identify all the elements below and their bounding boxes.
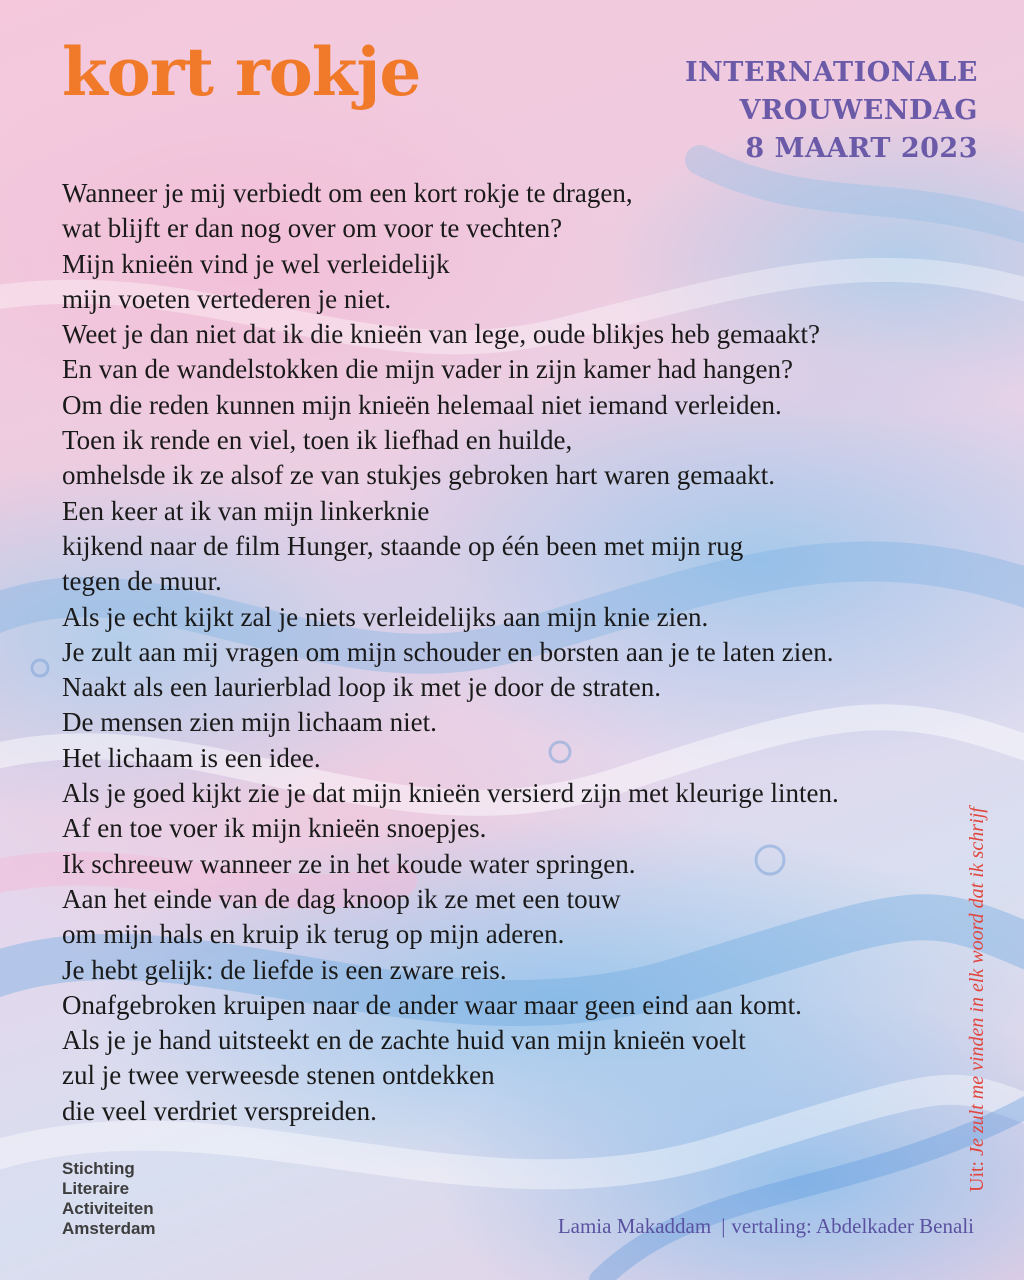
source-book-title: Je zult me vinden in elk woord dat ik schrijf: [966, 807, 988, 1156]
poem-line: Ik schreeuw wanneer ze in het koude water springen.: [62, 848, 636, 879]
organization-line: Amsterdam: [62, 1219, 156, 1238]
poem-line: Als je goed kijkt zie je dat mijn knieën versierd zijn met kleurige linten.: [62, 778, 839, 809]
poem-line: Om die reden kunnen mijn knieën helemaal niet iemand verleiden.: [62, 389, 782, 420]
poem-line: om mijn hals en kruip ik terug op mijn aderen.: [62, 919, 565, 950]
poem-line: Als je echt kijkt zal je niets verleidelijks aan mijn knie zien.: [62, 601, 709, 632]
poem-title: kort rokje: [62, 33, 421, 111]
credits-separator: |: [721, 1214, 726, 1238]
poem-line: Je hebt gelijk: de liefde is een zware reis.: [62, 954, 507, 985]
poem-line: Toen ik rende en viel, toen ik liefhad en huilde,: [62, 425, 573, 456]
organization-line: Literaire: [62, 1179, 130, 1198]
source-prefix: Uit:: [966, 1160, 988, 1192]
author-name: Lamia Makaddam: [557, 1214, 712, 1238]
poem-line: tegen de muur.: [62, 566, 222, 597]
translator-credit: vertaling: Abdelkader Benali: [731, 1214, 974, 1238]
event-date: 8 MAART 2023: [745, 133, 978, 164]
event-line: VROUWENDAG: [739, 95, 978, 126]
source-credit: [966, 807, 989, 1192]
poem-line: Wanneer je mij verbiedt om een kort rokje te dragen,: [62, 178, 633, 208]
poem-line: wat blijft er dan nog over om voor te vechten?: [62, 213, 563, 244]
poem-line: zul je twee verweesde stenen ontdekken: [62, 1060, 495, 1091]
poem-line: De mensen zien mijn lichaam niet.: [62, 707, 437, 738]
poem-line: Naakt als een laurierblad loop ik met je door de straten.: [62, 672, 662, 703]
poem-line: Je zult aan mij vragen om mijn schouder en borsten aan je te laten zien.: [62, 636, 834, 667]
poem-line: Onafgebroken kruipen naar de ander waar maar geen eind aan komt.: [62, 989, 802, 1020]
poem-line: die veel verdriet verspreiden.: [62, 1095, 377, 1126]
poem-line: mijn voeten vertederen je niet.: [62, 283, 392, 314]
poem-line: kijkend naar de film Hunger, staande op één been met mijn rug: [62, 530, 744, 561]
poem-line: Als je je hand uitsteekt en de zachte huid van mijn knieën voelt: [62, 1025, 746, 1056]
event-line: INTERNATIONALE: [684, 57, 978, 88]
poem-line: Het lichaam is een idee.: [62, 742, 321, 773]
poem-line: Mijn knieën vind je wel verleidelijk: [62, 248, 450, 279]
organization-line: Stichting: [62, 1159, 135, 1178]
poem-line: Aan het einde van de dag knoop ik ze met een touw: [62, 883, 621, 914]
organization-line: Activiteiten: [62, 1199, 154, 1218]
poem-line: Een keer at ik van mijn linkerknie: [62, 495, 430, 526]
poem-line: En van de wandelstokken die mijn vader in zijn kamer had hangen?: [62, 354, 794, 385]
organization-logo-text: [62, 1159, 156, 1239]
event-heading: [685, 54, 978, 168]
poem-line: Weet je dan niet dat ik die knieën van lege, oude blikjes heb gemaakt?: [62, 319, 821, 350]
poem-line: omhelsde ik ze alsof ze van stukjes gebroken hart waren gemaakt.: [62, 460, 775, 491]
credits: [558, 1214, 974, 1239]
poem-line: Af en toe voer ik mijn knieën snoepjes.: [62, 813, 487, 844]
poem-body: [62, 176, 942, 1129]
